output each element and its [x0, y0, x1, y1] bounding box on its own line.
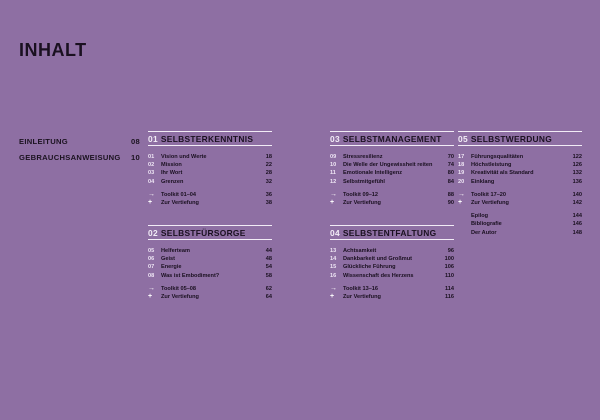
intro-list	[19, 134, 140, 166]
section-rule-bottom	[330, 145, 454, 146]
entry-title: Glückliche Führung	[343, 264, 396, 271]
toolkit-entry[interactable]	[458, 191, 582, 199]
toc-entry[interactable]	[330, 169, 454, 177]
section-rule-bottom	[330, 239, 454, 240]
toc-entry[interactable]	[330, 255, 454, 263]
entry-title: Zur Vertiefung	[471, 199, 509, 206]
section-title: SELBSTERKENNTNIS	[160, 133, 254, 144]
arrow-right-icon: →	[330, 284, 337, 292]
entry-page: 48	[265, 256, 272, 263]
entry-number: 13	[330, 248, 337, 254]
entry-page: 144	[572, 213, 582, 220]
entry-number: 07	[148, 264, 155, 271]
entry-title: Kreativität als Standard	[471, 170, 534, 177]
toc-entry[interactable]	[148, 263, 272, 271]
entry-title: Höchstleistung	[471, 162, 512, 169]
entry-number: 12	[330, 178, 337, 185]
entry-page: 106	[444, 264, 454, 271]
entry-page: 146	[572, 221, 582, 228]
plus-icon: +	[330, 198, 335, 206]
entry-title: Toolkit 09–12	[343, 191, 379, 198]
entry-page: 74	[447, 162, 454, 169]
entry-title: Führungsqualitäten	[471, 154, 524, 160]
toc-entry[interactable]	[148, 161, 272, 169]
extra-entry-epilog[interactable]	[458, 212, 582, 220]
section-number: 03	[330, 133, 340, 144]
entry-number: 06	[148, 256, 155, 263]
toc-entry[interactable]	[330, 153, 454, 161]
entry-number: 03	[148, 170, 155, 177]
extra-entry-bibliografie[interactable]	[458, 220, 582, 228]
plus-icon: +	[148, 292, 153, 300]
entry-page: 32	[265, 178, 272, 185]
section-number: 02	[148, 227, 158, 238]
section-number: 05	[458, 133, 468, 144]
entry-number: 04	[148, 178, 155, 185]
entry-page: 28	[265, 170, 272, 177]
toc-entry[interactable]	[458, 161, 582, 169]
section-header[interactable]	[148, 226, 272, 239]
entry-number: 14	[330, 256, 337, 263]
section-rule-bottom	[148, 145, 272, 146]
deepen-entry[interactable]	[458, 199, 582, 207]
arrow-right-icon: →	[330, 190, 337, 198]
section-title: SELBSTENTFALTUNG	[342, 227, 437, 238]
entry-title: Zur Vertiefung	[343, 293, 381, 300]
entry-title: Zur Vertiefung	[343, 199, 381, 206]
deepen-entry[interactable]	[148, 293, 272, 301]
entry-page: 22	[265, 162, 272, 169]
toc-entry[interactable]	[148, 247, 272, 255]
section-title: SELBSTMANAGEMENT	[342, 133, 442, 144]
entry-number: 10	[330, 162, 337, 169]
entry-title: Toolkit 01–04	[161, 191, 197, 198]
toolkit-entry[interactable]	[330, 191, 454, 199]
toc-entry[interactable]	[148, 255, 272, 263]
toc-entry[interactable]	[148, 169, 272, 177]
entry-page: 132	[572, 170, 582, 177]
entry-number: 09	[330, 154, 337, 160]
toc-entry[interactable]	[458, 178, 582, 186]
section-selbstfuersorge	[148, 225, 272, 301]
entry-title: Mission	[161, 162, 182, 169]
section-selbsterkenntnis	[148, 131, 272, 207]
entry-number: 02	[148, 162, 155, 169]
plus-icon: +	[458, 198, 463, 206]
entry-page: 88	[447, 191, 454, 198]
entry-page: 110	[444, 272, 454, 279]
toc-entry[interactable]	[458, 169, 582, 177]
entry-page: 126	[572, 162, 582, 169]
arrow-right-icon: →	[148, 190, 155, 198]
entry-page: 142	[572, 199, 582, 206]
toc-entry[interactable]	[330, 178, 454, 186]
plus-icon: +	[330, 292, 335, 300]
entry-page: 114	[444, 285, 454, 292]
entry-title: Bibliografie	[471, 221, 502, 228]
section-header[interactable]	[458, 132, 582, 145]
entry-title: Zur Vertiefung	[161, 199, 199, 206]
entry-title: Toolkit 05–08	[161, 285, 197, 292]
entry-page: 90	[447, 199, 454, 206]
entry-number: 16	[330, 272, 337, 279]
entry-page: 96	[447, 248, 454, 254]
toc-entry[interactable]	[330, 161, 454, 169]
entry-title: Toolkit 17–20	[471, 191, 507, 198]
section-title: SELBSTWERDUNG	[470, 133, 553, 144]
entry-title: Dankbarkeit und Großmut	[343, 256, 412, 263]
entry-title: Wissenschaft des Herzens	[343, 272, 414, 279]
deepen-entry[interactable]	[330, 293, 454, 301]
entry-page: 84	[447, 178, 454, 185]
section-title: SELBSTFÜRSORGE	[160, 227, 246, 238]
entry-page: 140	[572, 191, 582, 198]
entry-page: 36	[265, 191, 272, 198]
entry-title: Ihr Wort	[161, 170, 183, 177]
toolkit-entry[interactable]	[330, 285, 454, 293]
plus-icon: +	[148, 198, 153, 206]
entry-title: Einklang	[471, 178, 495, 185]
toc-entry[interactable]	[330, 247, 454, 255]
section-header[interactable]	[330, 226, 454, 239]
section-number: 04	[330, 227, 340, 238]
entry-page: 122	[572, 154, 582, 160]
entry-number: 15	[330, 264, 337, 271]
toolkit-entry[interactable]	[148, 191, 272, 199]
section-selbstentfaltung	[330, 225, 454, 301]
entry-number: 17	[458, 154, 465, 160]
entry-number: 19	[458, 170, 465, 177]
entry-page: 70	[447, 154, 454, 160]
entry-page: 44	[265, 248, 272, 254]
entry-title: Achtsamkeit	[343, 248, 377, 254]
entry-page: 62	[265, 285, 272, 292]
entry-number: 18	[458, 162, 465, 169]
entry-page: 136	[572, 178, 582, 185]
entry-page: 80	[447, 170, 454, 177]
toc-entry[interactable]	[148, 178, 272, 186]
intro-label: GEBRAUCHSANWEISUNG	[19, 153, 121, 162]
entry-page: 38	[265, 199, 272, 206]
entry-title: Stressresilienz	[343, 154, 383, 160]
entry-number: 01	[148, 154, 155, 160]
toc-entry[interactable]	[330, 272, 454, 280]
entry-number: 08	[148, 272, 155, 279]
intro-item-gebrauchsanweisung[interactable]	[19, 150, 140, 166]
section-rule-bottom	[148, 239, 272, 240]
entry-number: 11	[330, 170, 336, 177]
entry-page: 54	[265, 264, 272, 271]
toc-entry[interactable]	[148, 272, 272, 280]
arrow-right-icon: →	[458, 190, 465, 198]
page-title: INHALT	[19, 40, 87, 60]
deepen-entry[interactable]	[148, 199, 272, 207]
intro-page: 10	[130, 153, 140, 162]
entry-title: Helferteam	[161, 248, 190, 254]
entry-page: 148	[572, 229, 582, 236]
entry-number: 20	[458, 178, 465, 185]
section-header[interactable]	[330, 132, 454, 145]
entry-title: Energie	[161, 264, 182, 271]
section-selbstmanagement	[330, 131, 454, 207]
entry-title: Grenzen	[161, 178, 184, 185]
entry-title: Zur Vertiefung	[161, 293, 199, 300]
entry-title: Selbstmitgefühl	[343, 178, 385, 185]
arrow-right-icon: →	[148, 284, 155, 292]
extra-entry-autor[interactable]	[458, 229, 582, 237]
deepen-entry[interactable]	[330, 199, 454, 207]
entry-page: 116	[444, 293, 454, 300]
entry-page: 18	[265, 154, 272, 160]
entry-page: 58	[265, 272, 272, 279]
entry-page: 100	[444, 256, 454, 263]
intro-item-einleitung[interactable]	[19, 134, 140, 150]
section-header[interactable]	[148, 132, 272, 145]
entry-title: Geist	[161, 256, 175, 263]
entry-title: Emotionale Intelligenz	[343, 170, 403, 177]
entry-title: Der Autor	[471, 229, 497, 236]
entry-title: Epilog	[471, 213, 489, 220]
toc-entry[interactable]	[330, 263, 454, 271]
entry-number: 05	[148, 248, 155, 254]
toc-entry[interactable]	[148, 153, 272, 161]
entry-title: Vision und Werte	[161, 154, 207, 160]
entry-title: Toolkit 13–16	[343, 285, 379, 292]
intro-page: 08	[130, 137, 140, 146]
section-rule-bottom	[458, 145, 582, 146]
toolkit-entry[interactable]	[148, 285, 272, 293]
section-number: 01	[148, 133, 158, 144]
entry-page: 64	[265, 293, 272, 300]
section-selbstwerdung	[458, 131, 582, 237]
entry-title: Die Welle der Ungewissheit reiten	[343, 162, 433, 169]
toc-entry[interactable]	[458, 153, 582, 161]
intro-label: EINLEITUNG	[19, 137, 68, 146]
entry-title: Was ist Embodiment?	[161, 272, 220, 279]
